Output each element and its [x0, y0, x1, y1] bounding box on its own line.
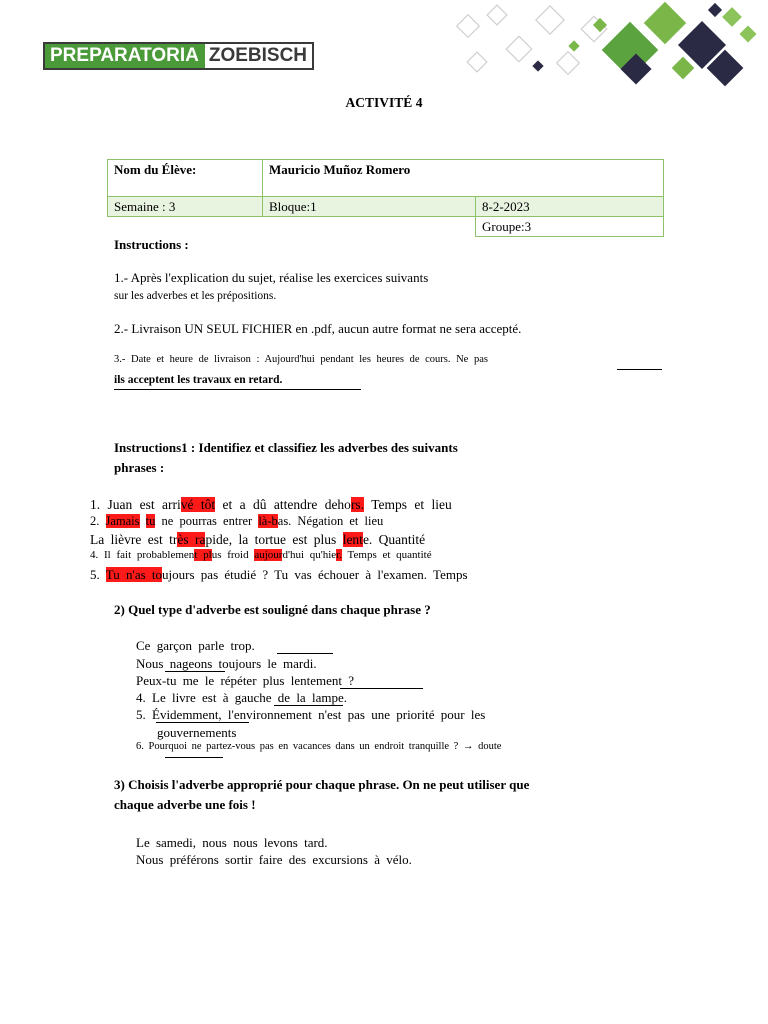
sentence-text: ne pourras entrer: [155, 514, 259, 528]
underline-rule: [156, 722, 249, 723]
name-value: Mauricio Muñoz Romero: [263, 160, 664, 197]
decorative-diamonds: [450, 0, 768, 110]
sentence-line: [90, 532, 425, 548]
instruction-1-text: 1.- Après l'explication du sujet, réalise les exercices suivants: [114, 270, 429, 285]
section1-heading-line-1: Instructions1 : Identifiez et classifiez les adverbes des suivants: [114, 440, 458, 455]
q2-line-1: [136, 638, 255, 654]
q2-line-5: 5. Évidemment, l'environnement n'est pas une priorité pour les: [136, 707, 486, 722]
instruction-1-line-2: sur les adverbes et les prépositions.: [114, 290, 277, 302]
underline-rule: [340, 688, 423, 689]
sentence-line: [90, 549, 432, 561]
highlighted-adverb: là-b: [258, 514, 278, 528]
highlighted-adverb: lent: [342, 532, 363, 547]
logo-text-zoebisch: ZOEBISCH: [205, 44, 312, 68]
sentence-text: Temps et quantité: [342, 549, 432, 561]
sentence-text: ujours pas étudié ? Tu vas échouer à l'examen. Temps: [162, 567, 468, 582]
sentence-text: e. Quantité: [362, 532, 426, 547]
sentence-text: as. Négation et lieu: [277, 514, 384, 528]
sentence-text: [140, 514, 146, 528]
highlighted-adverb: Jamais: [105, 514, 140, 528]
sentence-text: pide, la tortue est plus: [205, 532, 343, 547]
highlighted-adverb: ès ra: [177, 532, 206, 547]
sentence-line: [90, 497, 452, 513]
instruction-1-line-1: [114, 270, 505, 286]
student-info-table: [107, 159, 664, 237]
section2-heading: 2) Quel type d'adverbe est souligné dans chaque phrase ?: [114, 602, 431, 617]
group-value: Groupe:3: [476, 217, 664, 237]
sentence-text: et a dû attendre deho: [215, 497, 351, 512]
logo-text-preparatoria: PREPARATORIA: [45, 44, 205, 68]
underline-rule: [165, 757, 223, 758]
sentence-text: us froid: [211, 549, 255, 561]
highlighted-adverb: aujour: [254, 549, 283, 561]
section3-heading-line-1: 3) Choisis l'adverbe approprié pour chaque phrase. On ne peut utiliser que: [114, 777, 530, 792]
highlighted-adverb: vé tôt: [180, 497, 216, 512]
highlighted-adverb: rs.: [350, 497, 365, 512]
section3-heading-line-2: chaque adverbe une fois !: [114, 797, 256, 812]
block-value: Bloque:1: [263, 197, 476, 217]
q2-line-4: 4. Le livre est à gauche de la lampe.: [136, 690, 347, 705]
sentence-text: d'hui qu'hie: [282, 549, 337, 561]
instruction-2: 2.- Livraison UN SEUL FICHIER en .pdf, aucun autre format ne sera accepté.: [114, 321, 522, 336]
sentence-text: 4. Il fait probablemen: [90, 549, 195, 561]
sentence-text: 2.: [90, 514, 106, 528]
highlighted-adverb: tu: [145, 514, 156, 528]
instruction-3-line-1: 3.- Date et heure de livraison : Aujourd'hui pendant les heures de cours. Ne pas: [114, 354, 488, 365]
sentence-line: [90, 514, 383, 529]
q2-line-5-continued: gouvernements: [157, 725, 237, 740]
q2-line-2: Nous nageons toujours le mardi.: [136, 656, 317, 671]
highlighted-adverb: Tu n'as to: [105, 567, 163, 582]
week-label: Semaine : 3: [108, 197, 263, 217]
date-value: 8-2-2023: [476, 197, 664, 217]
q2-line-1-text: Ce garçon parle trop.: [136, 638, 255, 653]
section1-heading-line-2: phrases :: [114, 460, 165, 475]
answer-blank: [277, 653, 333, 654]
underline-rule: [274, 705, 343, 706]
name-label: Nom du Élève:: [108, 160, 263, 197]
page-title: ACTIVITÉ 4: [345, 95, 423, 110]
underline-rule: [114, 389, 361, 390]
school-logo: [43, 42, 314, 70]
underline-rule: [165, 671, 225, 672]
empty-cell: [263, 217, 476, 237]
instruction-3-line-2: ils acceptent les travaux en retard.: [114, 374, 283, 386]
blank-line: [617, 369, 662, 370]
q3-line-1: Le samedi, nous nous levons tard.: [136, 835, 328, 850]
sentence-text: 5.: [90, 567, 106, 582]
sentence-text: La lièvre est tr: [90, 532, 178, 547]
instructions-heading: Instructions :: [114, 237, 189, 252]
highlighted-adverb: t pl: [194, 549, 212, 561]
sentence-line: [90, 567, 468, 583]
q2-line-3: Peux-tu me le répéter plus lentement ?: [136, 673, 354, 688]
empty-cell: [108, 217, 263, 237]
highlighted-adverb: r.: [336, 549, 342, 561]
sentence-text: Temps et lieu: [364, 497, 452, 512]
q3-line-2: Nous préférons sortir faire des excursions à vélo.: [136, 852, 412, 867]
q2-line-6: 6. Pourquoi ne partez-vous pas en vacances dans un endroit tranquille ? → doute: [136, 741, 502, 752]
sentence-text: 1. Juan est arri: [90, 497, 181, 512]
